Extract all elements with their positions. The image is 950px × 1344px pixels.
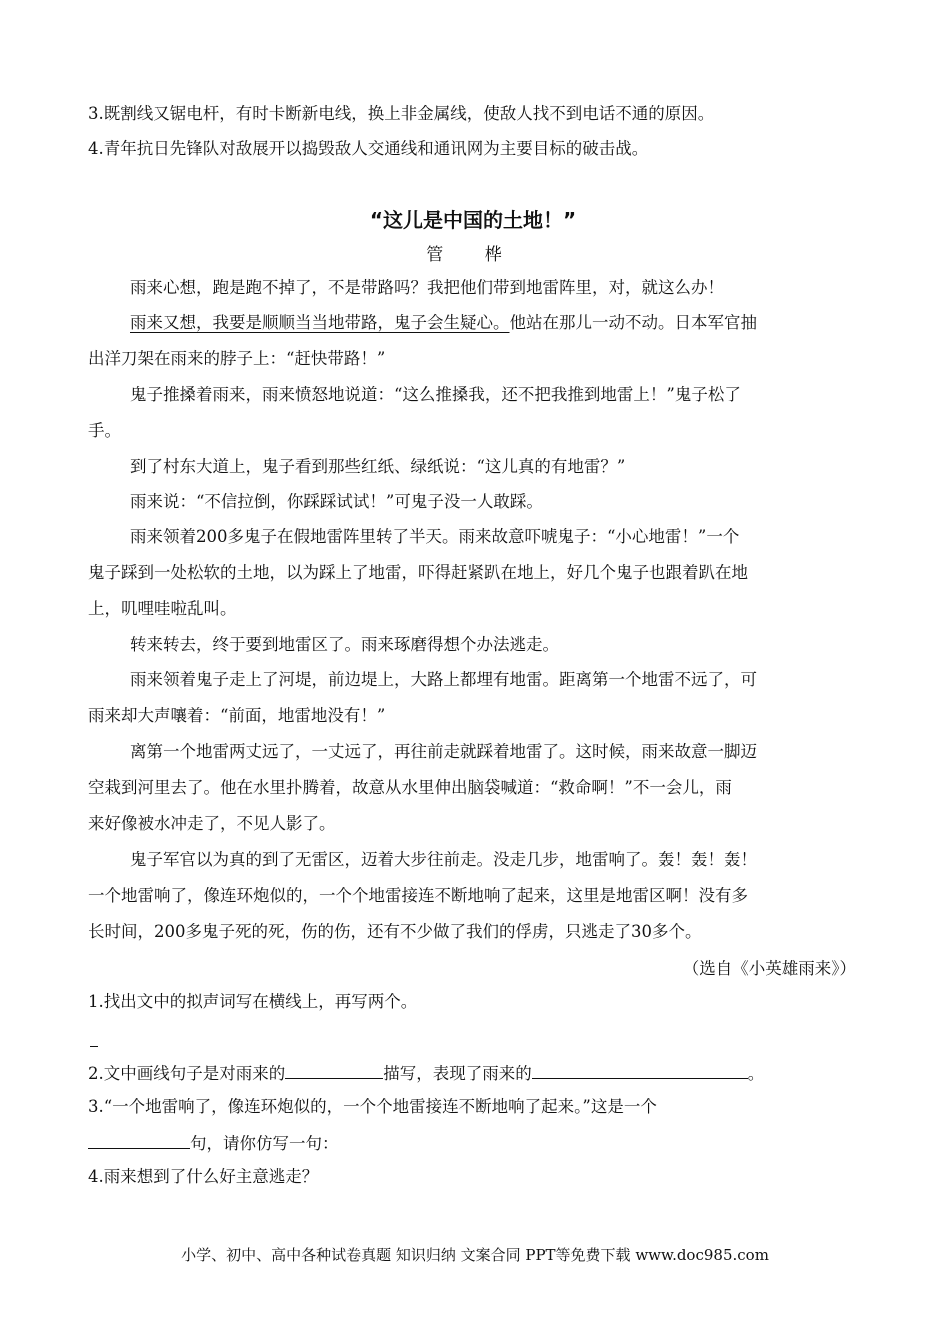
footer-text: 小学、初中、高中各种试卷真题 知识归纳 文案合同 PPT等免费下载 www.doc985.com — [181, 1246, 769, 1264]
answer-blank-3[interactable] — [88, 1130, 190, 1149]
paragraph-2-line-2: 出洋刀架在雨来的脖子上：“赶快带路！” — [88, 349, 386, 368]
intro-item-3: 3.既割线又锯电杆，有时卡断新电线，换上非金属线，使敌人找不到电话不通的原因。 — [88, 104, 715, 123]
question-2 — [88, 1060, 764, 1086]
paragraph-6-line-1: 雨来领着200多鬼子在假地雷阵里转了半天。雨来故意吓唬鬼子：“小心地雷！”一个 — [130, 527, 740, 546]
paragraph-8-line-1: 雨来领着鬼子走上了河堤，前边堤上，大路上都埋有地雷。距离第一个地雷不远了，可 — [130, 670, 757, 689]
paragraph-5: 雨来说：“不信拉倒，你踩踩试试！”可鬼子没一人敢踩。 — [130, 492, 543, 511]
article-title: “这儿是中国的土地！” — [369, 208, 577, 232]
question-2-part-b: 描写，表现了雨来的 — [383, 1064, 532, 1083]
paragraph-6-line-2: 鬼子踩到一处松软的土地，以为踩上了地雷，吓得赶紧趴在地上，好几个鬼子也跟着趴在地 — [88, 563, 748, 582]
paragraph-2-rest: 他站在那儿一动不动。日本军官抽 — [509, 313, 757, 332]
paragraph-10-line-1: 鬼子军官以为真的到了无雷区，迈着大步往前走。没走几步，地雷响了。轰！轰！轰！ — [130, 850, 757, 869]
answer-dash — [90, 1046, 98, 1047]
answer-blank-2b[interactable] — [532, 1060, 748, 1079]
question-2-part-c: 。 — [747, 1064, 765, 1083]
question-3-part-b: 句，请你仿写一句： — [190, 1134, 339, 1153]
paragraph-4: 到了村东大道上，鬼子看到那些红纸、绿纸说：“这儿真的有地雷？” — [130, 457, 626, 476]
question-1: 1.找出文中的拟声词写在横线上，再写两个。 — [88, 992, 418, 1011]
paragraph-3-line-1: 鬼子推搡着雨来，雨来愤怒地说道：“这么推搡我，还不把我推到地雷上！”鬼子松了 — [130, 385, 741, 404]
underlined-sentence: 雨来又想，我要是顺顺当当地带路，鬼子会生疑心。 — [130, 313, 510, 332]
question-4: 4.雨来想到了什么好主意逃走？ — [88, 1167, 319, 1186]
paragraph-8-line-2: 雨来却大声嚷着：“前面，地雷地没有！” — [88, 706, 386, 725]
source-citation: （选自《小英雄雨来》） — [682, 959, 856, 978]
paragraph-9-line-1: 离第一个地雷两丈远了，一丈远了，再往前走就踩着地雷了。这时候，雨来故意一脚迈 — [130, 742, 757, 761]
article-author: 管 桦 — [426, 245, 520, 265]
paragraph-3-line-2: 手。 — [88, 421, 121, 440]
question-3-line-2 — [88, 1130, 339, 1156]
answer-blank-2a[interactable] — [285, 1060, 383, 1079]
paragraph-9-line-2: 空栽到河里去了。他在水里扑腾着，故意从水里伸出脑袋喊道：“救命啊！”不一会儿，雨 — [88, 778, 732, 797]
paragraph-7: 转来转去，终于要到地雷区了。雨来琢磨得想个办法逃走。 — [130, 635, 559, 654]
paragraph-9-line-3: 来好像被水冲走了，不见人影了。 — [88, 814, 336, 833]
question-3-line-1: 3.“一个地雷响了，像连环炮似的，一个个地雷接连不断地响了起来。”这是一个 — [88, 1097, 657, 1116]
paragraph-10-line-2: 一个地雷响了，像连环炮似的，一个个地雷接连不断地响了起来，这里是地雷区啊！没有多 — [88, 886, 748, 905]
paragraph-6-line-3: 上，叽哩哇啦乱叫。 — [88, 599, 237, 618]
question-2-part-a: 2.文中画线句子是对雨来的 — [88, 1064, 286, 1083]
paragraph-10-line-3: 长时间，200多鬼子死的死，伤的伤，还有不少做了我们的俘虏，只逃走了30多个。 — [88, 922, 702, 941]
paragraph-1: 雨来心想，跑是跑不掉了，不是带路吗？我把他们带到地雷阵里，对，就这么办！ — [130, 278, 724, 297]
paragraph-2-line-1 — [130, 311, 757, 335]
intro-item-4: 4.青年抗日先锋队对敌展开以捣毁敌人交通线和通讯网为主要目标的破击战。 — [88, 139, 649, 158]
